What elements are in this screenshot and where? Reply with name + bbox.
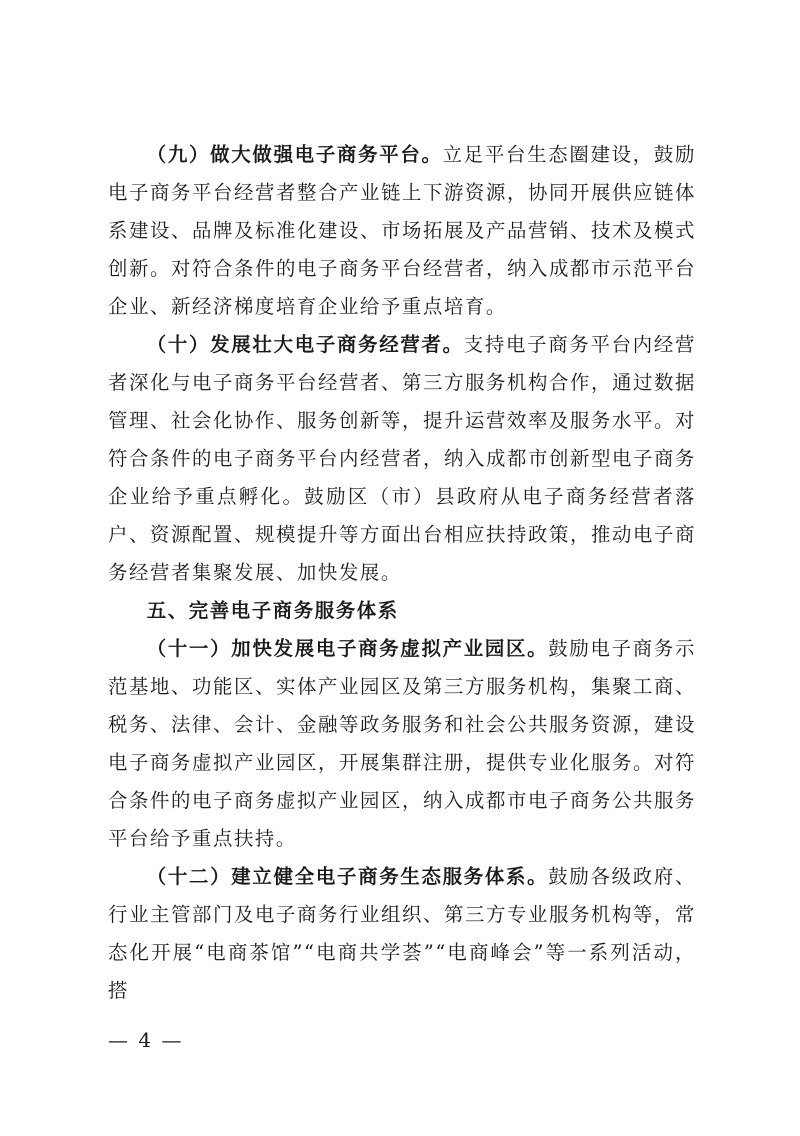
paragraph-10-lead: （十）发展壮大电子商务经营者。 (146, 333, 464, 356)
document-body (108, 136, 696, 1010)
paragraph-9-lead: （九）做大做强电子商务平台。 (146, 143, 443, 166)
paragraph-10 (108, 326, 696, 592)
paragraph-10-body: 支持电子商务平台内经营者深化与电子商务平台经营者、第三方服务机构合作，通过数据管理、社会化协作、服务创新等，提升运营效率及服务水平。对符合条件的电子商务平台内经营者，纳入成都市创新型电子商务企业给予重点孵化。鼓励区（市）县政府从电子商务经营者落户、资源配置、规模提升等方面出台相应扶持政策，推动电子商务经营者集聚发展、加快发展。 (108, 333, 696, 584)
paragraph-12 (108, 858, 696, 1010)
paragraph-11-body: 鼓励电子商务示范基地、功能区、实体产业园区及第三方服务机构，集聚工商、税务、法律、会计、金融等政务服务和社会公共服务资源，建设电子商务虚拟产业园区，开展集群注册，提供专业化服务。对符合条件的电子商务虚拟产业园区，纳入成都市电子商务公共服务平台给予重点扶持。 (108, 637, 696, 850)
paragraph-9-body: 立足平台生态圈建设，鼓励电子商务平台经营者整合产业链上下游资源，协同开展供应链体系建设、品牌及标准化建设、市场拓展及产品营销、技术及模式创新。对符合条件的电子商务平台经营者，纳入成都市示范平台企业、新经济梯度培育企业给予重点培育。 (108, 143, 696, 318)
section-heading: 五、完善电子商务服务体系 (146, 599, 399, 622)
paragraph-9 (108, 136, 696, 326)
paragraph-11-lead: （十一）加快发展电子商务虚拟产业园区。 (146, 637, 549, 660)
paragraph-12-lead: （十二）建立健全电子商务生态服务体系。 (146, 865, 549, 888)
paragraph-12-body: 鼓励各级政府、行业主管部门及电子商务行业组织、第三方专业服务机构等，常态化开展“电商茶馆”“电商共学荟”“电商峰会”等一系列活动，搭 (108, 865, 696, 1002)
page-number: — 4 — (108, 1028, 184, 1052)
paragraph-11 (108, 630, 696, 858)
